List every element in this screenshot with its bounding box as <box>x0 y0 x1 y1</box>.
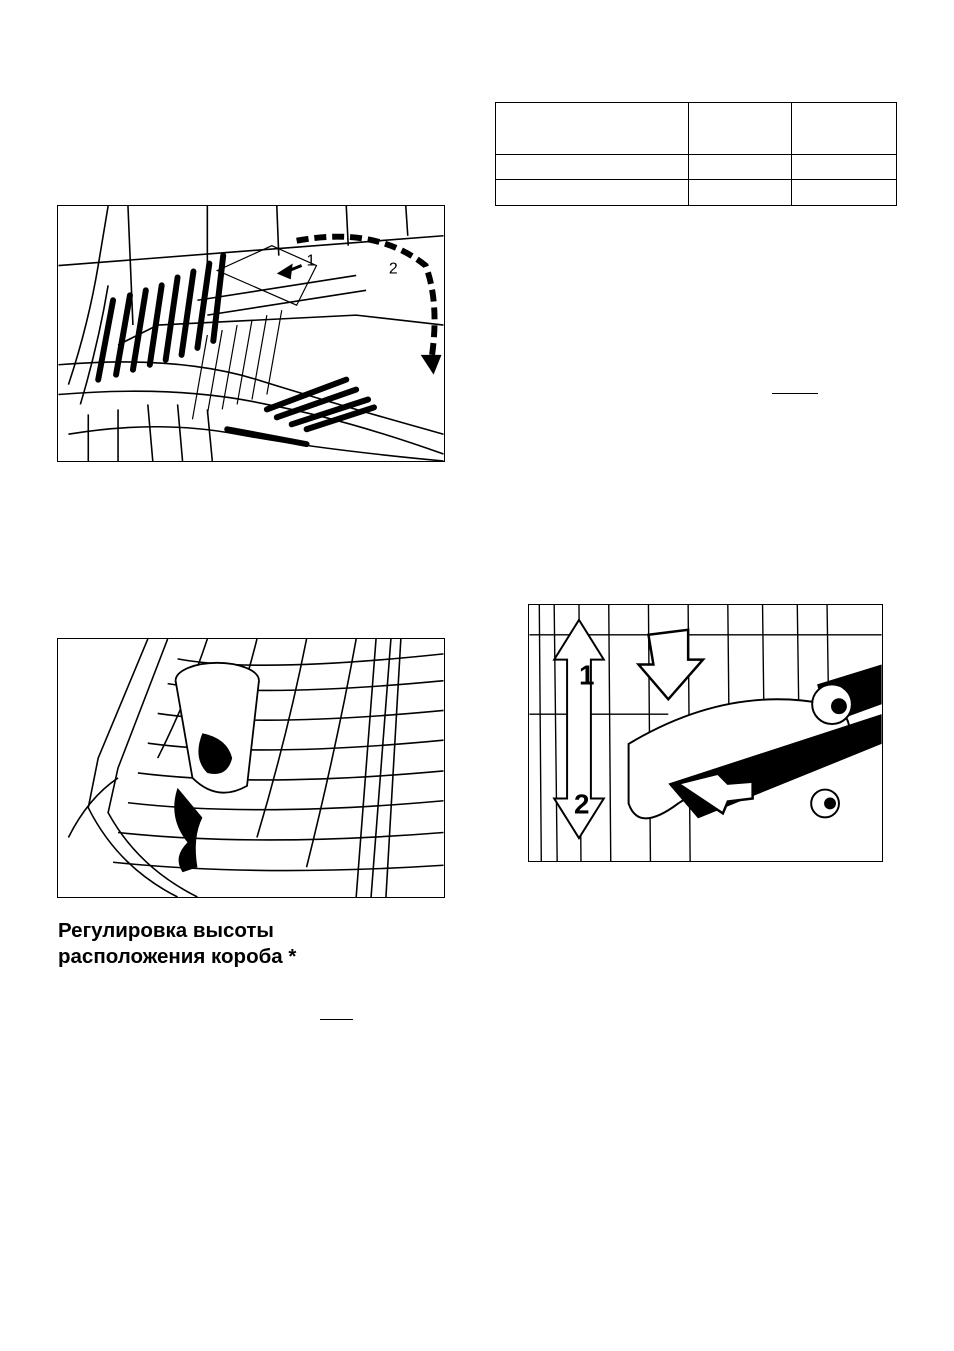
table-cell <box>689 155 792 180</box>
table-cell <box>792 155 897 180</box>
spec-table <box>495 102 897 206</box>
table-row <box>496 103 897 155</box>
table-cell <box>496 103 689 155</box>
heading-line-2: расположения короба * <box>58 945 297 968</box>
table-cell <box>689 103 792 155</box>
table-cell <box>496 155 689 180</box>
folding-tines-illustration <box>57 205 445 462</box>
glass-holder-illustration <box>57 638 445 898</box>
underline-mark <box>772 393 818 394</box>
table-cell <box>689 180 792 206</box>
callout-1: 1 <box>578 659 595 691</box>
heading-line-1: Регулировка высоты <box>58 919 274 942</box>
table-cell <box>792 103 897 155</box>
callout-2: 2 <box>388 260 398 278</box>
table-cell <box>496 180 689 206</box>
callout-1: 1 <box>306 252 316 270</box>
underline-mark <box>320 1019 353 1020</box>
table-cell <box>792 180 897 206</box>
table-row <box>496 155 897 180</box>
callout-2: 2 <box>574 788 590 820</box>
height-adjustment-illustration <box>528 604 883 862</box>
section-heading <box>58 918 438 970</box>
table-row <box>496 180 897 206</box>
